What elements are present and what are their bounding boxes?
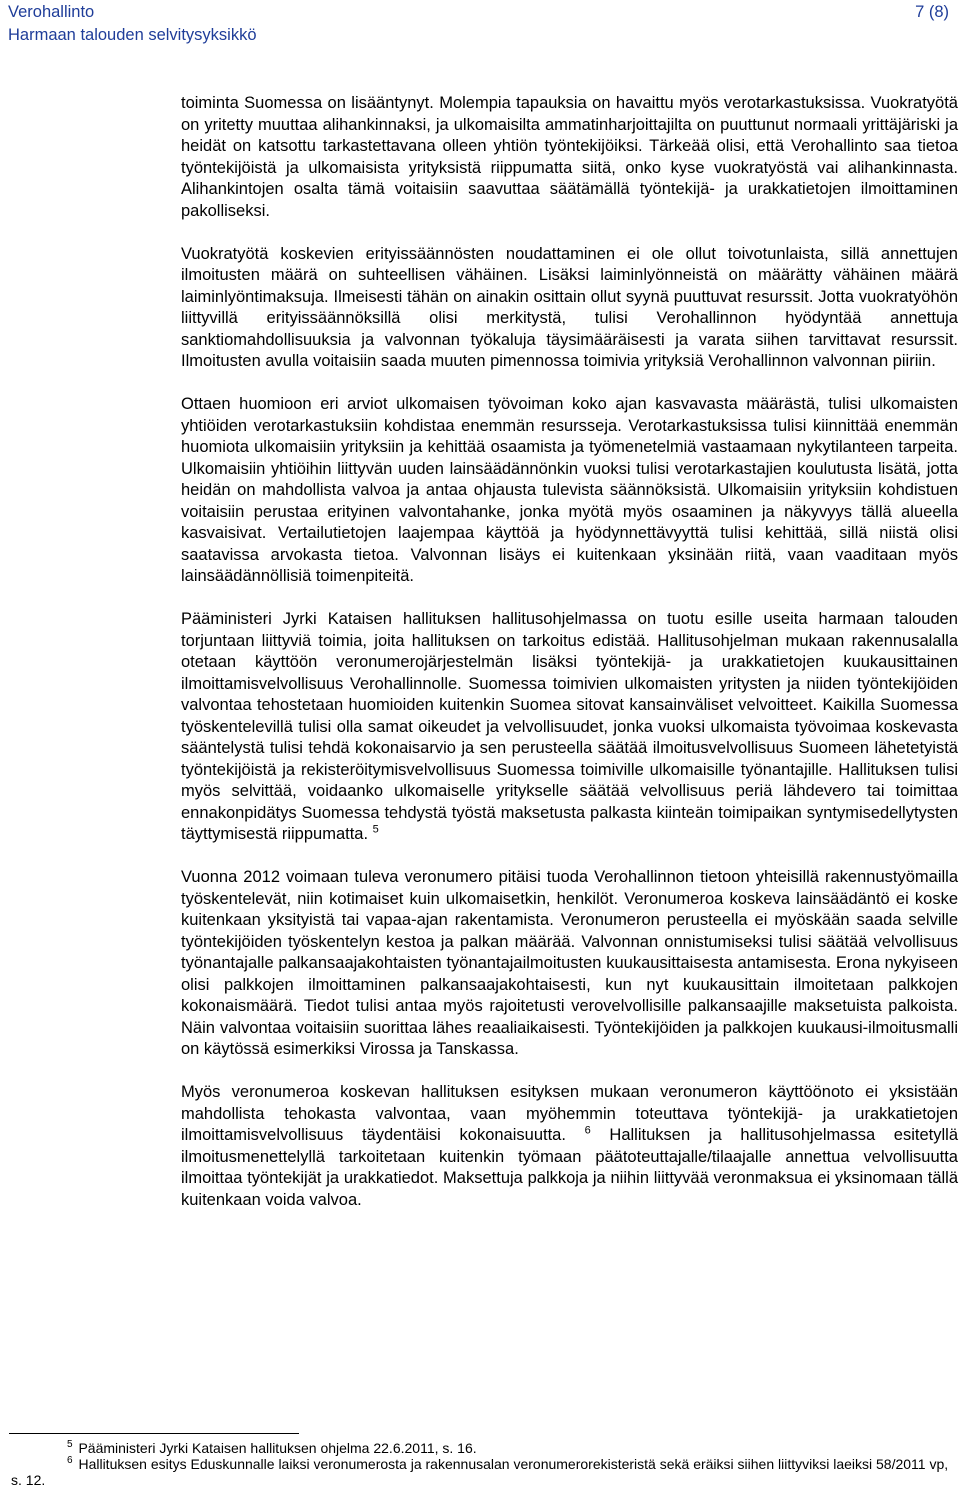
page-header: [8, 1, 954, 47]
paragraph-text-span: Pääministeri Jyrki Kataisen hallituksen hallitusohjelmassa on tuotu esille useita harmaan talouden torjuntaan liittyviä toimia, joita hallituksen on tarkoitus edistää. Hallitusohjelman mukaan rakennusalalla otetaan käyttöön veronumerojärjestelmän lisäksi työntekijä- ja urakkatietojen kuukausittainen ilmoittamisvelvollisuus Verohallinnolle. Suomessa toimivien ulkomaisten yritysten ja niiden työntekijöiden valvontaa tehostetaan huomioiden kuitenkin Suomea sitovat kansainväliset velvoitteet. Kaikilla Suomessa työskentelevillä tulisi olla samat oikeudet ja velvollisuudet, jonka vuoksi ulkomaista työvoimaa koskevasta sääntelystä tulisi tehdä kokonaisarvio ja sen perusteella säätää ilmoitusvelvollisuus Suomeen lähetetyistä työntekijöistä ja rekisteröitymisvelvollisuus Suomessa toimiville ulkomaisille työnantajille. Hallituksen tulisi myös selvittää, voidaanko ulkomaiselle yritykselle säätää velvollisuus periä lähdevero tai toimittaa ennakonpidätys Suomessa tehdystä työstä maksetusta palkasta kiinteän toimipaikan syntymisedellytysten täyttymisestä riippumatta.: [181, 610, 958, 843]
paragraph-4: [181, 609, 958, 846]
paragraph-text-span: Myös veronumeroa koskevan hallituksen esityksen mukaan veronumeron käyttöönoto ei yksistään mahdollista tehokasta valvontaa, vaan myöhemmin toteuttava työntekijä- ja urakkatietojen ilmoittamisvelvollisuus täydentäisi kokonaisuutta.: [181, 1083, 958, 1144]
paragraph-2: [181, 244, 958, 373]
paragraph-text: Vuonna 2012 voimaan tuleva veronumero pitäisi tuoda Verohallinnon tietoon yhteisillä rakennustyömailla työskentelevät, niin kotimaiset kuin ulkomaisetkin, henkilöt. Veronumeroa koskeva lainsäädäntö ei koske kuitenkaan yksityistä tai vapaa-ajan rakentamista. Veronumeron perusteella ei myöskään saada selville työntekijöiden työskentelyn kestoa ja palkan määrää. Valvonnan onnistumiseksi tulisi säätää velvollisuus työnantajalle palkansaajakohtaisten työnantajailmoitusten kuukausittaisesta antamisesta. Erona nykyiseen olisi palkkojen ilmoittaminen palkansaajakohtaisesti, kun nyt kuukausittain ilmoitetaan palkkojen kokonaismäärä. Tiedot tulisi antaa myös rajoitetusti verovelvollisille palkansaajille maksetuista palkoista. Näin valvontaa voitaisiin suorittaa lähes reaaliaikaisesti. Työntekijöiden ja palkkojen kuukausi-ilmoitusmalli on käytössä esimerkiksi Virossa ja Tanskassa.: [181, 868, 958, 1058]
paragraph-text: [181, 1082, 958, 1211]
paragraph-text: [181, 609, 958, 846]
paragraph-text: Ottaen huomioon eri arviot ulkomaisen työvoiman koko ajan kasvavasta määrästä, tulisi ulkomaisten yhtiöiden verotarkastuksiin kohdistaa enemmän resursseja. Verotarkastuksissa tulisi kiinnittää enemmän huomiota ulkomaisiin yrityksiin ja kehittää osaamista ja työmenetelmiä vastaamaan nykytilanteen tarpeita. Ulkomaisiin yhtiöihin liittyvän uuden lainsäädännönkin vuoksi tulisi verotarkastajien koulutusta lisätä, jotta heidän on mahdollista valvoa ja antaa ohjausta tulevista säännöksistä. Ulkomaisiin yrityksiin kohdistuen voitaisiin perustaa erityinen valvontahanke, jonka myötä myös osaaminen ja näkyvyys tällä alueella kasvaisivat. Vertailutietojen laajempaa käyttöä ja hyödynnettävyyttä tulisi kehittää, sillä niistä olisi saatavissa arvokasta tietoa. Valvonnan lisäys ei kuitenkaan yksinään riitä, vaan vaaditaan myös lainsäädännöllisiä toimenpiteitä.: [181, 395, 958, 585]
footnote-text: Pääministeri Jyrki Kataisen hallituksen ohjelma 22.6.2011, s. 16.: [78, 1440, 477, 1456]
paragraph-1: [181, 93, 958, 222]
footnote-number: 6: [67, 1455, 73, 1467]
document-body: [181, 93, 958, 1233]
footnote-6: [11, 1456, 957, 1488]
footnote-text: Hallituksen esitys Eduskunnalle laiksi veronumerosta ja rakennusalan veronumerorekisteristä sekä eräiksi siihen liittyviksi laeiksi 58/2011 vp, s. 12.: [11, 1456, 949, 1488]
paragraph-text: toiminta Suomessa on lisääntynyt. Molempia tapauksia on havaittu myös verotarkastuksissa. Vuokratyötä on yritetty muuttaa alihankinnaksi, ja ulkomaisilta ammatinharjoittajilta on puuttunut normaali yrittäjäriski ja heidät on katsottu tarkastettavana olleen yhtiön työntekijöiksi. Tärkeää olisi, että Verohallinto saa tietoa työntekijöistä ja ulkomaisista yrityksistä riippumatta siitä, onko kyse vuokratyöstä vai alihankinnasta. Alihankintojen osalta tämä voitaisiin saavuttaa säätämällä työntekijä- ja urakkatietojen ilmoittaminen pakolliseksi.: [181, 94, 958, 220]
footnote-number: 5: [67, 1439, 73, 1451]
footnote-ref-5[interactable]: 5: [372, 823, 379, 836]
paragraph-6: [181, 1082, 958, 1211]
footnote-5: [11, 1440, 957, 1456]
page-number: 7 (8): [915, 3, 949, 21]
footnote-ref-6[interactable]: 6: [584, 1124, 591, 1137]
paragraph-text-span: Hallituksen ja hallitusohjelmassa esitetyllä ilmoitusmenettelyllä tarkoitetaan kuitenkin työmaan päätoteuttajalle/tilaajalle annettua velvollisuutta ilmoittaa työntekijät ja urakkatiedot. Maksettuja palkkoja ja niihin liittyvää veronmaksua ei yksinomaan tällä kuitenkaan voida valvoa.: [181, 1126, 959, 1209]
paragraph-text: Vuokratyötä koskevien erityissäännösten noudattaminen ei ole ollut toivotunlaista, sillä annettujen ilmoitusten määrä on suhteellisen vähäinen. Lisäksi laiminlyönneistä on määrätty vähäinen määrä laiminlyöntimaksuja. Ilmeisesti tähän on ainakin osittain ollut syynä puuttuvat resurssit. Jotta vuokratyöhön liittyvillä erityissäännöksillä olisi merkitystä, tulisi Verohallinnon hyödyntää annettuja sanktiomahdollisuuksia ja valvonnan työkaluja täysimääräisesti ja varata siihen tarvittavat resurssit. Ilmoitusten avulla voitaisiin saada muuten pimennossa toimivia yrityksiä Verohallinnon valvonnan piiriin.: [181, 244, 958, 370]
paragraph-5: [181, 867, 958, 1061]
footnotes: [11, 1440, 957, 1488]
header-organization: Verohallinto: [8, 3, 95, 21]
header-unit: Harmaan talouden selvitysyksikkö: [8, 26, 257, 44]
footnote-separator: [9, 1433, 299, 1434]
paragraph-3: [181, 394, 958, 588]
